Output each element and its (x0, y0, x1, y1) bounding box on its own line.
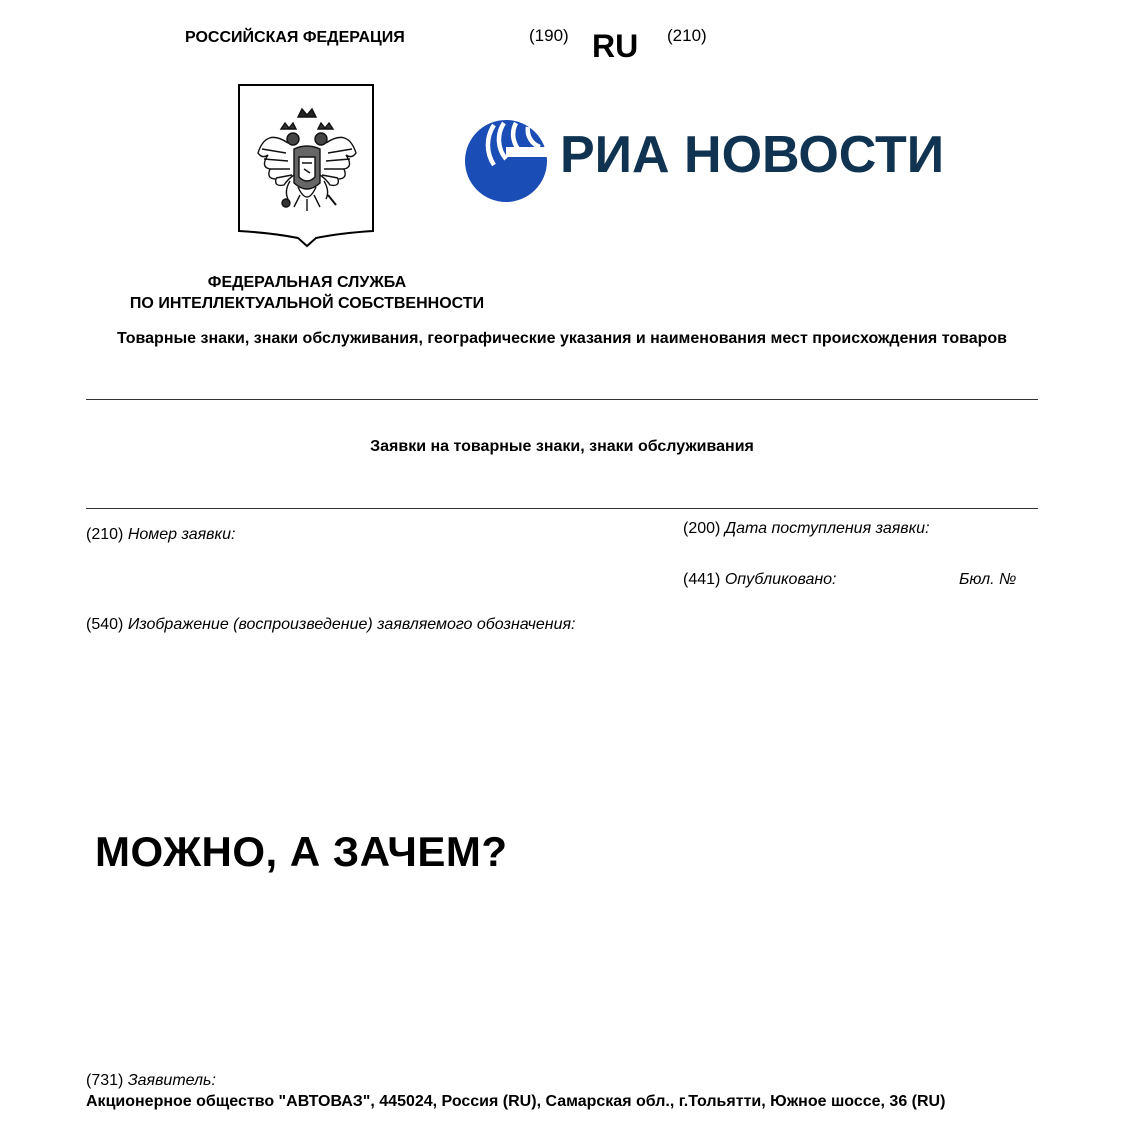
field-code: (731) (86, 1072, 124, 1089)
field-code: (441) (683, 571, 721, 588)
field-filing-date (683, 520, 930, 538)
field-label: Дата поступления заявки: (724, 520, 930, 537)
field-published (683, 571, 836, 589)
field-label: Изображение (воспроизведение) заявляемого обозначения: (127, 616, 576, 633)
divider-top (86, 399, 1038, 400)
document-subtitle: Товарные знаки, знаки обслуживания, географические указания и наименования мест происхождения товаров (116, 330, 1007, 347)
field-label: Опубликовано: (724, 571, 837, 588)
field-label: Номер заявки: (127, 526, 236, 543)
agency-line-1: ФЕДЕРАЛЬНАЯ СЛУЖБА (207, 274, 407, 291)
field-image (86, 616, 575, 634)
country-code: RU (592, 28, 639, 64)
ria-globe-icon (464, 119, 548, 203)
field-code: (210) (86, 526, 124, 543)
agency-line-2: ПО ИНТЕЛЛЕКТУАЛЬНОЙ СОБСТВЕННОСТИ (129, 295, 485, 312)
trademark-text: МОЖНО, А ЗАЧЕМ? (95, 828, 508, 875)
ria-novosti-logo (464, 119, 944, 205)
field-label: Заявитель: (127, 1072, 216, 1089)
section-title: Заявки на товарные знаки, знаки обслуживания (370, 438, 754, 455)
country-name: РОССИЙСКАЯ ФЕДЕРАЦИЯ (185, 29, 405, 46)
code-210-header: (210) (667, 26, 707, 45)
field-applicant (86, 1072, 216, 1090)
field-application-number (86, 526, 235, 544)
coat-of-arms-icon (236, 83, 378, 249)
field-code: (200) (683, 520, 721, 537)
bulletin-number: Бюл. № (959, 571, 1017, 588)
applicant-value: Акционерное общество "АВТОВАЗ", 445024, Россия (RU), Самарская обл., г.Тольятти, Южное шоссе, 36 (RU) (86, 1093, 946, 1110)
code-190: (190) (529, 26, 569, 45)
field-code: (540) (86, 616, 124, 633)
agency-name (90, 272, 524, 314)
divider-bottom (86, 508, 1038, 509)
ria-brand-text: РИА НОВОСТИ (560, 126, 945, 184)
